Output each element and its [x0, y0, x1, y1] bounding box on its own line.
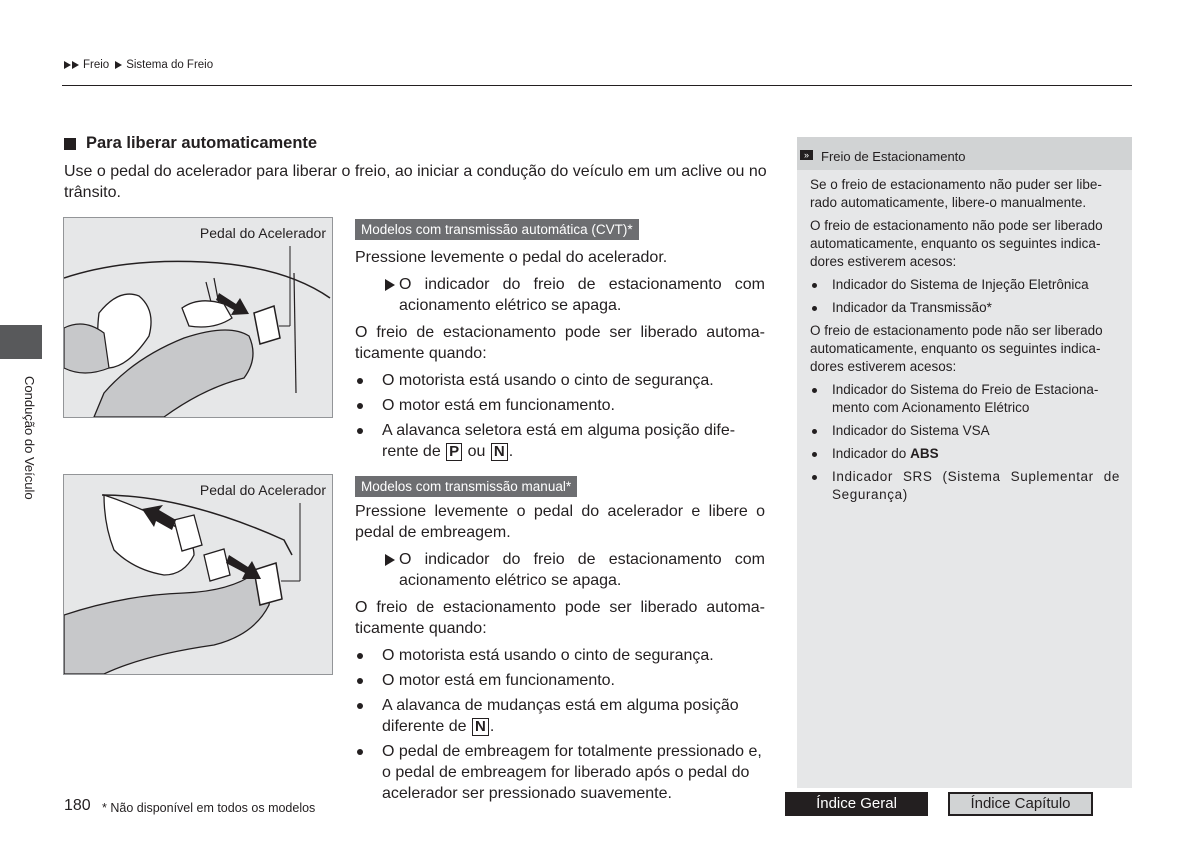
breadcrumb-arrow-icon	[64, 61, 71, 69]
cvt-instruction: Pressione levemente o pedal do acelerador.	[355, 249, 668, 266]
chapter-tab-label: Condução do Veículo	[22, 376, 37, 500]
sidebar-paragraph: O freio de estacionamento pode não ser liberado automaticamente, enquanto os seguintes indica-dores estiverem acesos:	[810, 323, 1103, 374]
list-item: Indicador SRS (Sistema Suplementar de Segurança)	[810, 468, 1120, 504]
chapter-tab[interactable]	[0, 325, 42, 359]
list-item: O motorista está usando o cinto de segurança.	[355, 645, 765, 666]
sidebar-list-indicators	[810, 276, 1120, 317]
double-chevron-icon: »	[800, 150, 813, 160]
cvt-content	[355, 247, 765, 466]
chapter-index-button[interactable]: Índice Capítulo	[948, 792, 1093, 816]
section-intro: Use o pedal do acelerador para liberar o freio, ao iniciar a condução do veículo em um aclive ou no trânsito.	[64, 163, 767, 201]
list-item: Indicador do Sistema de Injeção Eletrônica	[810, 276, 1120, 294]
list-item: Indicador do Sistema do Freio de Estaciona-mento com Acionamento Elétrico	[810, 381, 1120, 417]
list-item: A alavanca de mudanças está em alguma posição diferente de N .	[355, 695, 765, 737]
list-item: O motor está em funcionamento.	[355, 395, 765, 416]
manual-instruction: Pressione levemente o pedal do acelerador e libere o pedal de embreagem.	[355, 503, 765, 541]
tag-cvt-models: Modelos com transmissão automática (CVT)*	[355, 219, 639, 240]
breadcrumb-item-freio[interactable]: Freio	[83, 59, 110, 71]
list-item: O motor está em funcionamento.	[355, 670, 765, 691]
sidebar-note-body	[810, 176, 1120, 509]
list-item: Indicador da Transmissão*	[810, 299, 1120, 317]
gear-key-p: P	[446, 443, 462, 461]
gear-key-n: N	[491, 443, 508, 461]
manual-conditions-list	[355, 645, 765, 804]
result-arrow-icon	[385, 279, 395, 291]
list-item: O motorista está usando o cinto de segurança.	[355, 370, 765, 391]
breadcrumb-arrow-icon	[72, 61, 79, 69]
manual-content	[355, 501, 765, 808]
general-index-button[interactable]: Índice Geral	[785, 792, 928, 816]
sidebar-note-header	[797, 137, 1132, 170]
figure-accelerator-manual	[63, 474, 333, 675]
tag-manual-models: Modelos com transmissão manual*	[355, 476, 577, 497]
sidebar-list-indicators	[810, 381, 1120, 504]
header-rule	[62, 85, 1132, 86]
breadcrumb-arrow-icon	[115, 61, 122, 69]
result-arrow-icon	[385, 554, 395, 566]
figure-label-accelerator: Pedal do Acelerador	[199, 225, 326, 241]
sidebar-paragraph: O freio de estacionamento não pode ser liberado automaticamente, enquanto os seguintes indica-dores estiverem acesos:	[810, 218, 1103, 269]
gear-key-n: N	[472, 718, 489, 736]
figure-accelerator-cvt	[63, 217, 333, 418]
square-bullet-icon	[64, 138, 76, 150]
cvt-condition: O freio de estacionamento pode ser liberado automa-ticamente quando:	[355, 324, 765, 362]
list-item: Indicador do ABS	[810, 445, 1120, 463]
sidebar-note-title: Freio de Estacionamento	[821, 149, 966, 164]
list-item: O pedal de embreagem for totalmente pressionado e, o pedal de embreagem for liberado após o pedal do acelerador ser pressionado suavemente.	[355, 741, 765, 804]
sidebar-paragraph: Se o freio de estacionamento não puder ser libe-rado automaticamente, libere-o manualmente.	[810, 177, 1102, 210]
manual-condition: O freio de estacionamento pode ser liberado automa-ticamente quando:	[355, 599, 765, 637]
pedal-illustration-manual	[64, 475, 332, 674]
breadcrumb-item-sistema-do-freio[interactable]: Sistema do Freio	[126, 59, 214, 71]
cvt-conditions-list	[355, 370, 765, 462]
breadcrumb	[64, 59, 213, 71]
sidebar-note	[797, 137, 1132, 788]
list-item: Indicador do Sistema VSA	[810, 422, 1120, 440]
figure-label-accelerator: Pedal do Acelerador	[199, 482, 326, 498]
list-item: A alavanca seletora está em alguma posição dife-rente de P ou N .	[355, 420, 765, 462]
section-title: Para liberar automaticamente	[64, 134, 317, 153]
footnote: * Não disponível em todos os modelos	[102, 801, 316, 815]
page-number: 180	[64, 797, 91, 814]
manual-result: O indicador do freio de estacionamento com acionamento elétrico se apaga.	[355, 549, 765, 591]
cvt-result: O indicador do freio de estacionamento com acionamento elétrico se apaga.	[355, 274, 765, 316]
pedal-illustration-cvt	[64, 218, 332, 417]
